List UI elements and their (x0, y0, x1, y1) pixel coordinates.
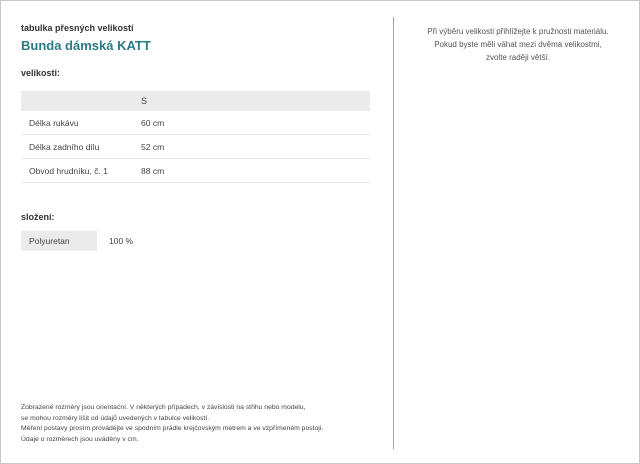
disclaimer-line: Měření postavy prosím provádějte ve spodním prádle krejčovským metrem a ve vzpřímeném postoji. (21, 425, 324, 432)
size-table-header-blank (21, 91, 141, 111)
note-line: Pokud byste měli váhat mezi dvěma velikostmi, (434, 40, 602, 49)
product-title: Bunda dámská KATT (21, 38, 151, 53)
size-column-header-s: S (141, 91, 370, 111)
size-table-header-row (21, 91, 370, 111)
material-percentage: 100 % (109, 236, 134, 246)
measurement-disclaimer (21, 403, 371, 445)
table-row (21, 159, 370, 183)
measurement-name: Obvod hrudníku, č. 1 (21, 159, 141, 183)
size-chart-content (21, 23, 371, 246)
table-row (21, 135, 370, 159)
table-row (21, 111, 370, 135)
disclaimer-line: se mohou rozměry lišit od údajů uvedených v tabulce velikostí. (21, 414, 210, 422)
disclaimer-line: Zobrazené rozměry jsou orientační. V některých případech, v závislosti na střihu nebo modelu, (21, 404, 306, 411)
measurement-name: Délka zadního dílu (21, 135, 141, 159)
measurement-value: 88 cm (141, 159, 370, 183)
sizes-section-label: velikosti: (21, 68, 61, 78)
composition-section-label: složení: (21, 212, 55, 222)
measurement-value: 60 cm (141, 111, 370, 135)
measurement-name: Délka rukávu (21, 111, 141, 135)
vertical-divider (393, 17, 394, 449)
material-name: Polyuretan (21, 231, 97, 251)
composition-row (21, 231, 133, 251)
size-advice-note (411, 25, 625, 64)
disclaimer-line: Údaje o rozměrech jsou uváděny v cm. (21, 435, 139, 443)
size-table (21, 91, 370, 183)
page-subtitle: tabulka přesných velikostí (21, 23, 134, 33)
note-line: Při výběru velikosti přihlížejte k pružnosti materiálu. (427, 27, 609, 36)
note-line: zvolte raději větší. (485, 53, 551, 62)
measurement-value: 52 cm (141, 135, 370, 159)
